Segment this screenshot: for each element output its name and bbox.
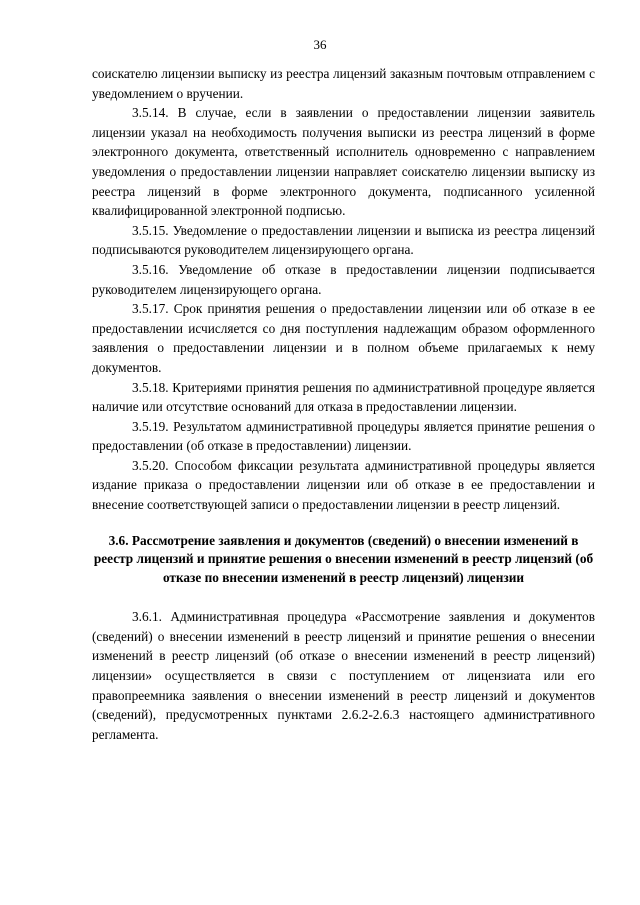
paragraph-3-5-15: 3.5.15. Уведомление о предоставлении лицензии и выписка из реестра лицензий подписываются руководителем лицензирующего органа. (92, 222, 595, 258)
paragraph-3-5-17: 3.5.17. Срок принятия решения о предоставлении лицензии или об отказе в ее предоставлении исчисляется со дня поступления надлежащим образом оформленного заявления о предоставлении лицензии и в полном объеме прилагаемых к нему документов. (92, 301, 595, 375)
page-number: 36 (313, 37, 327, 52)
paragraph-3-5-19: 3.5.19. Результатом административной процедуры является принятие решения о предоставлении (об отказе в предоставлении) лицензии. (92, 418, 595, 454)
section-heading-3-6: 3.6. Рассмотрение заявления и документов (сведений) о внесении изменений в реестр лицензий и принятие решения о внесении изменений в реестр лицензий (об отказе по внесении изменений в реестр лицензий) лицензии (93, 532, 594, 585)
paragraph-3-5-14: 3.5.14. В случае, если в заявлении о предоставлении лицензии заявитель лицензии указал на необходимость получения выписки из реестра лицензий в форме электронного документа, ответственный исполнитель одновременно с направлением уведомления о предоставлении лицензии направляет соискателю лицензии выписку из реестра лицензий в форме электронного документа, подписанного усиленной квалифицированной электронной подписью. (92, 105, 595, 219)
paragraph-3-5-20: 3.5.20. Способом фиксации результата административной процедуры является издание приказа о предоставлении лицензии или об отказе в ее предоставлении и внесение соответствующей записи о предоставлении лицензии в реестр лицензий. (92, 457, 595, 513)
document-body (92, 64, 595, 744)
paragraph: соискателю лицензии выписку из реестра лицензий заказным почтовым отправлением с уведомлением о вручении. (92, 66, 595, 101)
paragraph-3-6-1: 3.6.1. Административная процедура «Рассмотрение заявления и документов (сведений) о внесении изменений в реестр лицензий и принятие решения о внесении изменений в реестр лицензий (об отказе о внесении изменений в реестр лицензий) лицензии» осуществляется в связи с поступлением от лицензиата или его правопреемника заявления о внесении изменений в реестр лицензий и документов (сведений), предусмотренных пунктами 2.6.2-2.6.3 настоящего административного регламента. (92, 609, 595, 742)
paragraph-3-5-16: 3.5.16. Уведомление об отказе в предоставлении лицензии подписывается руководителем лицензирующего органа. (92, 261, 595, 297)
paragraph-3-5-18: 3.5.18. Критериями принятия решения по административной процедуре является наличие или отсутствие оснований для отказа в предоставлении лицензии. (92, 379, 595, 415)
